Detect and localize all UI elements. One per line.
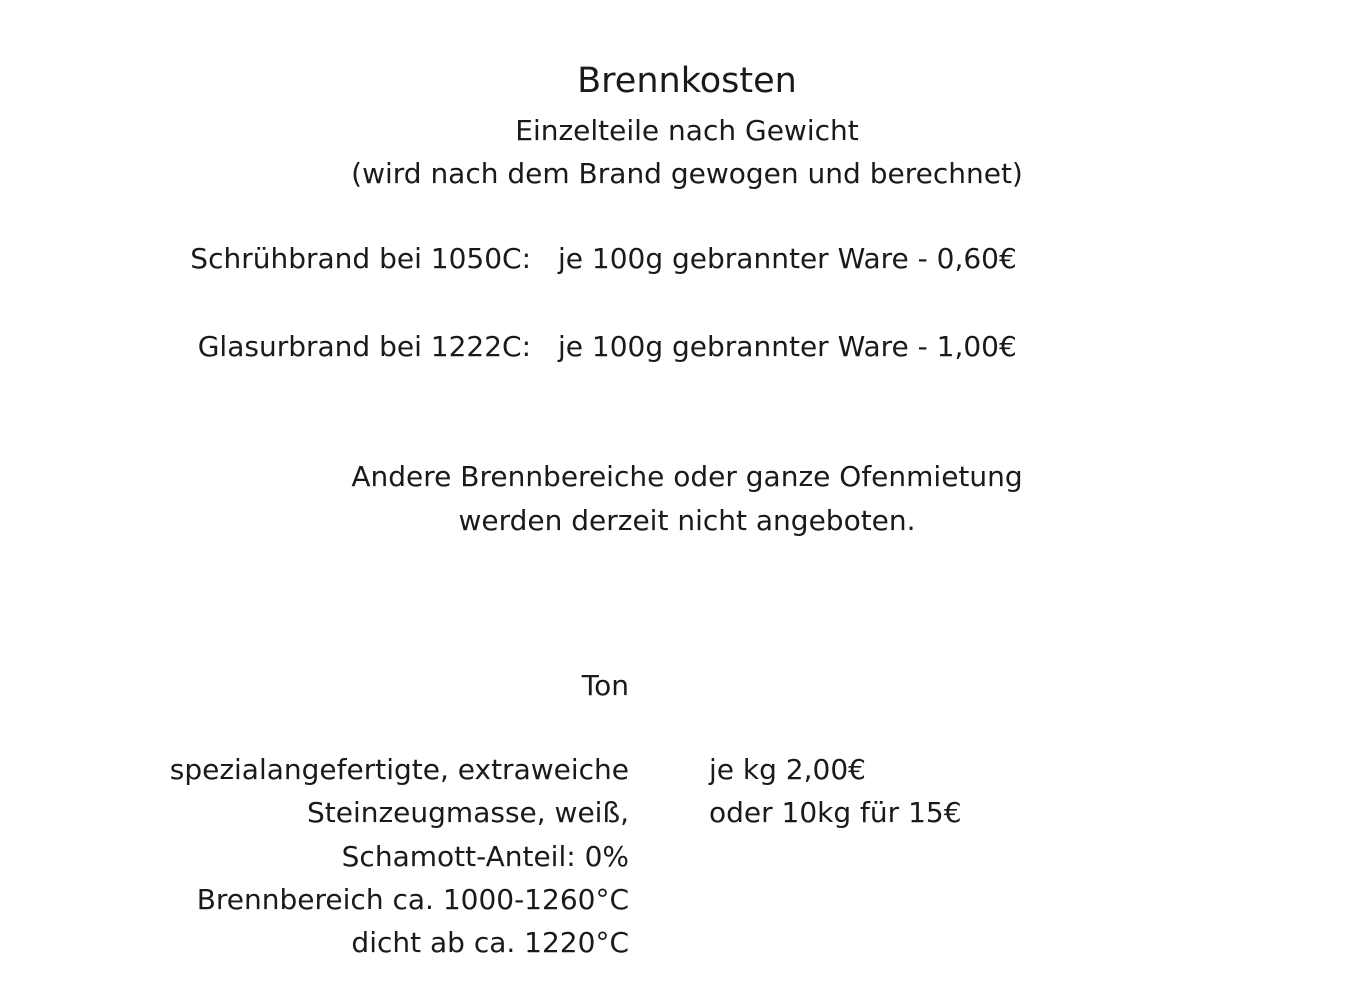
ton-description-line: spezialangefertigte, extraweiche — [169, 753, 629, 786]
ton-price-line: je kg 2,00€ — [709, 753, 866, 786]
price-row-value: je 100g gebrannter Ware - 1,00€ — [558, 330, 1017, 363]
brennkosten-note-line1: Andere Brennbereiche oder ganze Ofenmietung — [351, 460, 1023, 493]
ton-description-line: Schamott-Anteil: 0% — [341, 840, 629, 873]
brennkosten-subtitle-line2: (wird nach dem Brand gewogen und berechnet) — [351, 157, 1023, 190]
ton-price-line: oder 10kg für 15€ — [709, 796, 962, 829]
ton-description-line: dicht ab ca. 1220°C — [351, 926, 629, 959]
ton-description-line: Brennbereich ca. 1000-1260°C — [196, 883, 629, 916]
brennkosten-note-line2: werden derzeit nicht angeboten. — [458, 504, 916, 537]
ton-title: Ton — [581, 669, 629, 702]
brennkosten-title: Brennkosten — [577, 61, 797, 101]
price-row-label: Schrühbrand bei 1050C: — [190, 242, 531, 275]
ton-description-line: Steinzeugmasse, weiß, — [306, 796, 629, 829]
price-row-value: je 100g gebrannter Ware - 0,60€ — [558, 242, 1017, 275]
brennkosten-subtitle-line1: Einzelteile nach Gewicht — [515, 114, 859, 147]
price-row-label: Glasurbrand bei 1222C: — [197, 330, 531, 363]
